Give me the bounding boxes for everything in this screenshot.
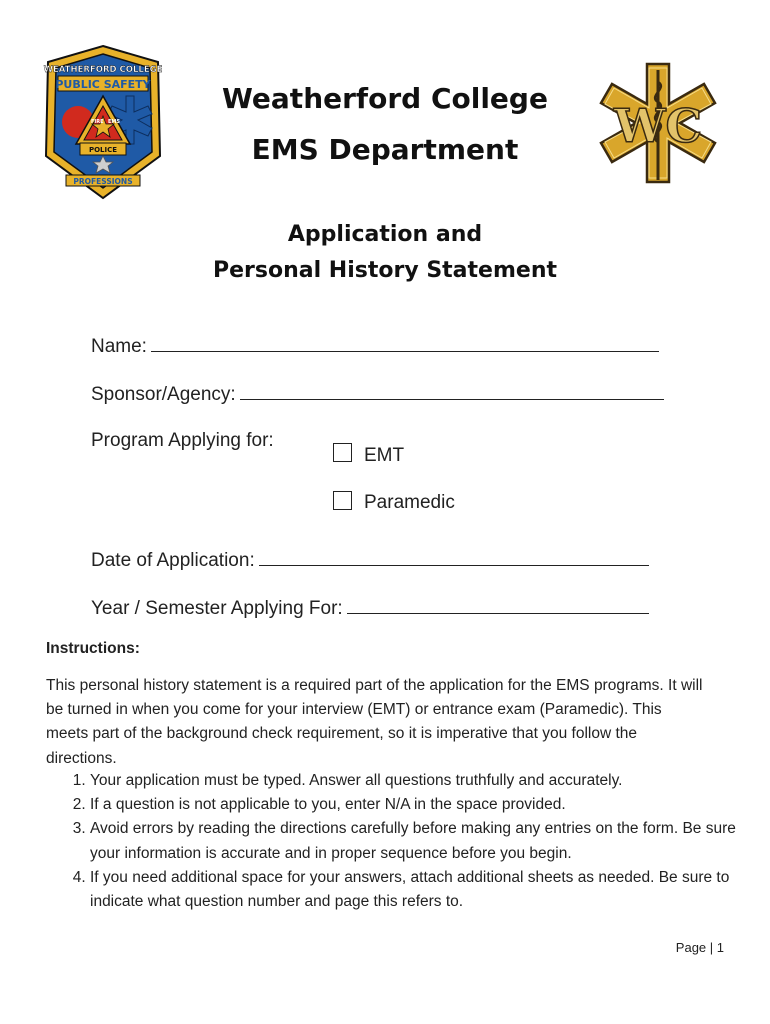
paramedic-checkbox[interactable] [333, 491, 352, 510]
date-input-line[interactable] [259, 549, 649, 566]
instructions-heading: Instructions: [46, 640, 140, 657]
badge-arc-text: WEATHERFORD COLLEGE [43, 65, 163, 75]
year-semester-label: Year / Semester Applying For: [91, 598, 343, 619]
date-label: Date of Application: [91, 550, 255, 571]
instruction-step: 2. If a question is not applicable to you, enter N/A in the space provided. [90, 793, 760, 817]
sponsor-label: Sponsor/Agency: [91, 384, 236, 405]
instruction-step: 4. If you need additional space for your answers, attach additional sheets as needed. Be sure to indicate what question number and page this refers to. [90, 866, 760, 914]
badge-banner-text: PUBLIC SAFETY [55, 78, 151, 91]
year-semester-input-line[interactable] [347, 597, 649, 614]
instructions-paragraph: This personal history statement is a required part of the application for the EMS programs. It will be turned in when you come for your interview (EMT) or entrance exam (Paramedic). This meets part of the background check requirement, so it is imperative that you follow the directions. [46, 677, 703, 767]
wc-star-of-life-logo [592, 60, 724, 194]
sponsor-field[interactable] [91, 383, 664, 406]
program-label: Program Applying for: [91, 430, 274, 451]
badge-fire-text: FIRE [91, 119, 104, 125]
emt-checkbox[interactable] [333, 443, 352, 462]
badge-police-text: POLICE [88, 146, 118, 154]
department-title: EMS Department [251, 133, 519, 166]
name-label: Name: [91, 336, 147, 357]
sponsor-input-line[interactable] [240, 383, 664, 400]
badge-ems-text: EMS [108, 119, 120, 125]
public-safety-badge-logo [42, 44, 164, 200]
page-number: Page | 1 [675, 940, 724, 955]
year-semester-field[interactable] [91, 597, 649, 620]
name-field[interactable] [91, 335, 659, 358]
instruction-step: 3. Avoid errors by reading the directions carefully before making any entries on the form. Be sure your information is accurate and in proper sequence before you begin. [90, 817, 760, 865]
badge-bottom-text: PROFESSIONS [73, 177, 133, 186]
name-input-line[interactable] [151, 335, 659, 352]
emt-option-label: EMT [364, 445, 405, 466]
date-field[interactable] [91, 549, 649, 572]
college-title: Weatherford College [222, 82, 548, 115]
form-title-line2: Personal History Statement [212, 258, 557, 283]
instructions-list [46, 769, 760, 914]
instruction-step: 1. Your application must be typed. Answer all questions truthfully and accurately. [90, 769, 760, 793]
form-title-line1: Application and [287, 222, 483, 247]
wc-monogram: WC [613, 99, 703, 153]
paramedic-option-label: Paramedic [364, 492, 455, 513]
